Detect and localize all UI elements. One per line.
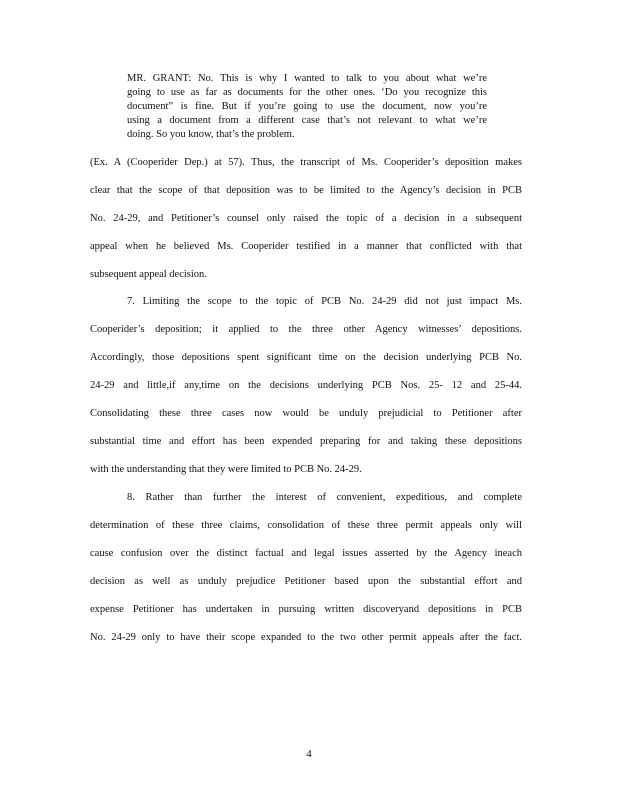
body-line: clear that the scope of that deposition was to be limited to the Agency’s decision in PCB [90,185,522,196]
body-line: determination of these three claims, consolidation of these three permit appeals only will [90,520,522,531]
body-line: Cooperider’s deposition; it applied to the three other Agency witnesses’ depositions. [90,324,522,335]
body-line: decision as well as unduly prejudice Petitioner based upon the substantial effort and [90,576,522,587]
body-line: with the understanding that they were limited to PCB No. 24-29. [90,464,362,475]
body-line: substantial time and effort has been expended preparing for and taking these depositions [90,436,522,447]
paragraph-7-start: 7. Limiting the scope to the topic of PCB No. 24-29 did not just impact Ms. [127,296,522,307]
body-line: No. 24-29, and Petitioner’s counsel only raised the topic of a decision in a subsequent [90,213,522,224]
quote-line: using a document from a different case that’s not relevant to what we’re [127,115,487,126]
quote-line: MR. GRANT: No. This is why I wanted to talk to you about what we’re [127,73,487,84]
body-line: subsequent appeal decision. [90,269,207,280]
body-line: 24-29 and little,if any,time on the decisions underlying PCB Nos. 25- 12 and 25-44. [90,380,522,391]
body-line: cause confusion over the distinct factual and legal issues asserted by the Agency ineach [90,548,522,559]
quote-line: going to use as far as documents for the other ones. ‘Do you recognize this [127,87,487,98]
paragraph-8-start: 8. Rather than further the interest of convenient, expeditious, and complete [127,492,522,503]
quote-line: doing. So you know, that’s the problem. [127,129,295,140]
body-line: expense Petitioner has undertaken in pursuing written discoveryand depositions in PCB [90,604,522,615]
body-line: Accordingly, those depositions spent significant time on the decision underlying PCB No. [90,352,522,363]
body-line: (Ex. A (Cooperider Dep.) at 57). Thus, the transcript of Ms. Cooperider’s deposition makes [90,157,522,168]
body-line: appeal when he believed Ms. Cooperider testified in a manner that conflicted with that [90,241,522,252]
body-line: No. 24-29 only to have their scope expanded to the two other permit appeals after the fact. [90,632,522,643]
page-number: 4 [306,748,312,760]
quote-line: document” is fine. But if you’re going to use the document, now you’re [127,101,487,112]
body-line: Consolidating these three cases now would be unduly prejudicial to Petitioner after [90,408,522,419]
deposition-quote [127,72,487,142]
